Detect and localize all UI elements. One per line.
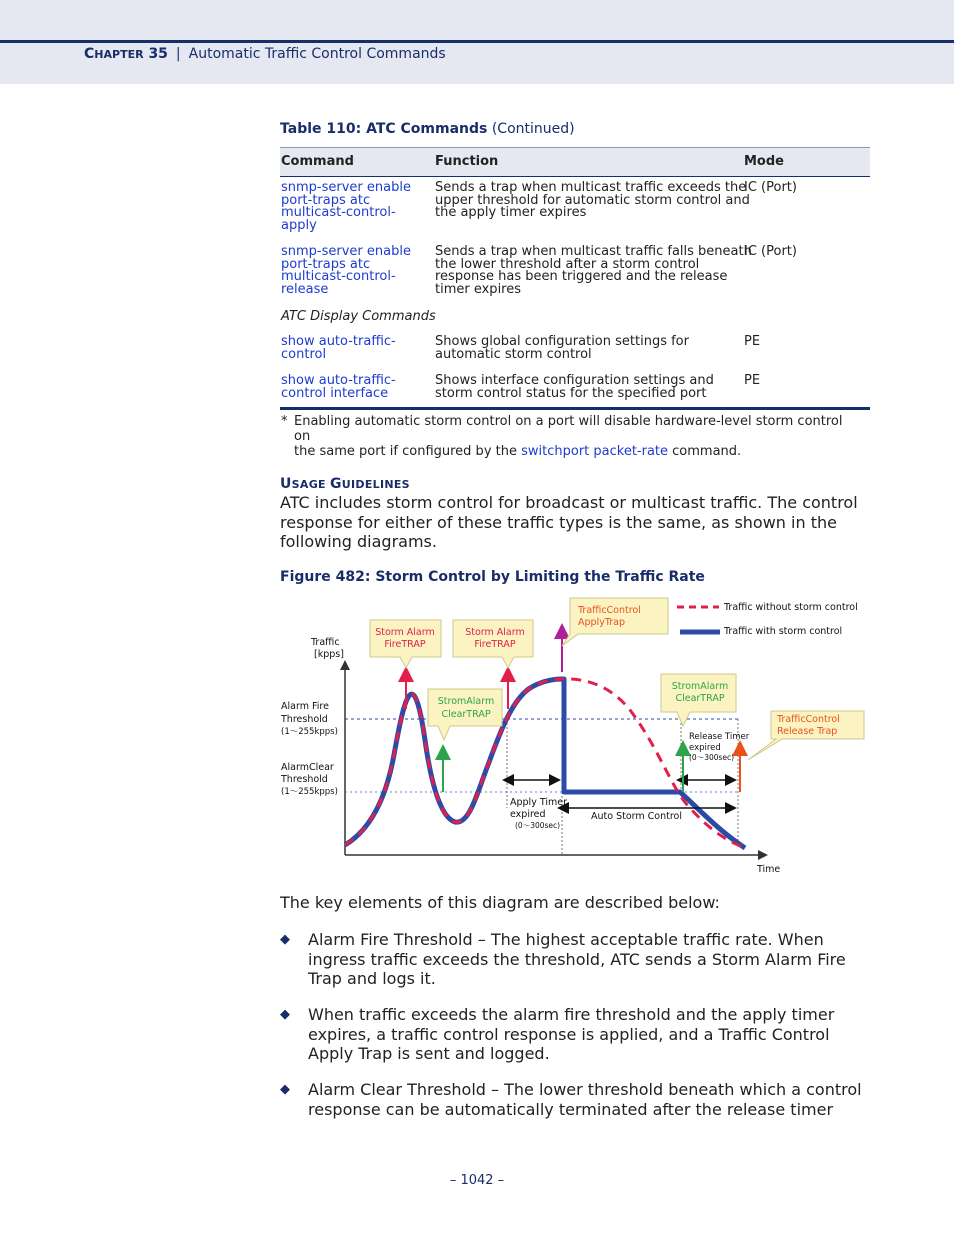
storm-control-diagram [270,590,890,890]
legend-dashed-label: Traffic without storm control [724,602,858,613]
table-caption: Table 110: ATC Commands (Continued) [280,121,575,137]
header-separator: | [175,46,181,62]
legend-solid-label: Traffic with storm control [724,626,843,637]
callout-strom-clear-1b: ClearTRAP [441,709,491,720]
figure-caption: Figure 482: Storm Control by Limiting the Traffic Rate [280,569,705,585]
traffic-control-apply-callout [562,598,668,646]
column-header-mode: Mode [744,154,784,169]
table-row-4-mode: PE [744,373,761,388]
y-axis-label-2: [kpps] [314,649,344,660]
storm-alarm-clear-callout-2 [661,674,736,726]
auto-storm-control-label: Auto Storm Control [591,811,682,822]
running-header [84,46,446,62]
bullet-text-3: Alarm Clear Threshold – The lower threshold beneath which a control response can be automatically terminated after the release timer [308,1080,862,1119]
callout-release-trap-a: TrafficControl [777,714,840,725]
alarm-clear-label-3: (1〜255kpps) [281,787,338,797]
usage-guidelines-heading: USAGE GUIDELINES [280,476,410,492]
table-row-2-function: Sends a trap when multicast traffic falls beneath the lower threshold after a storm control response has been triggered and the release timer expires [435,244,752,297]
footnote-line-2: the same port if configured by the switchport packet-rate command. [294,444,742,459]
callout-storm-alarm-2b: FireTRAP [474,639,516,650]
release-timer-label-3: (0〜300sec) [689,753,735,762]
table-header [280,147,870,177]
chapter-title: Automatic Traffic Control Commands [188,46,446,62]
apply-timer-label-1: Apply Timer [510,797,567,808]
release-timer-label-2: expired [689,743,721,753]
callout-storm-alarm-2a: Storm Alarm [465,627,525,638]
y-axis-label-1: Traffic [311,637,340,648]
table-row-1-command[interactable]: snmp-server enable port-traps atc multicast-control- apply [281,180,411,233]
callout-apply-trap-b: ApplyTrap [578,617,625,628]
bullet-diamond-icon: ◆ [280,932,290,947]
apply-timer-label-3: (0〜300sec) [515,821,561,830]
callout-storm-alarm-1a: Storm Alarm [375,627,435,638]
bullet-text-1: Alarm Fire Threshold – The highest acceptable traffic rate. When ingress traffic exceeds the threshold, ATC sends a Storm Alarm Fire Trap and logs it. [308,930,846,988]
table-row-3-function: Shows global configuration settings for automatic storm control [435,334,689,362]
table-row-2-command[interactable]: snmp-server enable port-traps atc multicast-control- release [281,244,411,297]
usage-paragraph: ATC includes storm control for broadcast or multicast traffic. The control response for either of these traffic types is the same, as shown in the following diagrams. [280,493,858,551]
footnote-line-1: Enabling automatic storm control on a port will disable hardware-level storm control on [294,414,843,444]
alarm-clear-label-1: AlarmClear [281,762,334,773]
table-row-4-command[interactable]: show auto-traffic- control interface [281,373,396,401]
column-header-command: Command [281,154,354,169]
bullet-diamond-icon: ◆ [280,1082,290,1097]
footnote-link[interactable]: switchport packet-rate [521,444,669,459]
callout-storm-alarm-1b: FireTRAP [384,639,426,650]
table-bottom-rule [280,407,870,410]
alarm-fire-label-3: (1〜255kpps) [281,727,338,737]
callout-release-trap-b: Release Trap [777,726,838,737]
storm-alarm-clear-callout-1 [428,689,502,740]
table-row-3-command[interactable]: show auto-traffic- control [281,334,396,362]
bullet-text-2: When traffic exceeds the alarm fire threshold and the apply timer expires, a traffic control response is applied, and a Traffic Control Apply Trap is sent and logged. [308,1005,835,1063]
y-axis-arrowhead [340,660,350,670]
callout-apply-trap-a: TrafficControl [578,605,641,616]
callout-strom-clear-1a: StromAlarm [437,696,495,707]
x-axis-label: Time [757,864,781,875]
page-number: – 1042 – [449,1173,505,1188]
footnote-marker: * [281,414,288,429]
alarm-clear-label-2: Threshold [281,774,328,785]
release-timer-label-1: Release Timer [689,732,750,742]
traffic-control-release-callout [748,711,864,760]
apply-timer-label-2: expired [510,809,546,820]
table-row-1-mode: IC (Port) [744,180,797,195]
bullet-diamond-icon: ◆ [280,1007,290,1022]
table-row-2-mode: IC (Port) [744,244,797,259]
x-axis-arrowhead [758,850,768,860]
table-row-4-function: Shows interface configuration settings and storm control status for the specified port [435,373,714,401]
key-elements-intro: The key elements of this diagram are described below: [280,893,720,912]
callout-strom-clear-2b: ClearTRAP [675,693,725,704]
alarm-fire-label-1: Alarm Fire [281,701,329,712]
column-header-function: Function [435,154,499,169]
table-section-label: ATC Display Commands [281,309,436,324]
chapter-label: CHAPTER 35 [84,46,168,62]
alarm-fire-label-2: Threshold [281,714,328,725]
storm-alarm-fire-callout-2 [453,620,533,668]
header-rule [0,40,954,43]
callout-strom-clear-2a: StromAlarm [671,681,729,692]
storm-alarm-fire-callout-1 [370,620,441,668]
table-row-1-function: Sends a trap when multicast traffic exceeds the upper threshold for automatic storm control and the apply timer expires [435,180,750,221]
table-row-3-mode: PE [744,334,761,349]
